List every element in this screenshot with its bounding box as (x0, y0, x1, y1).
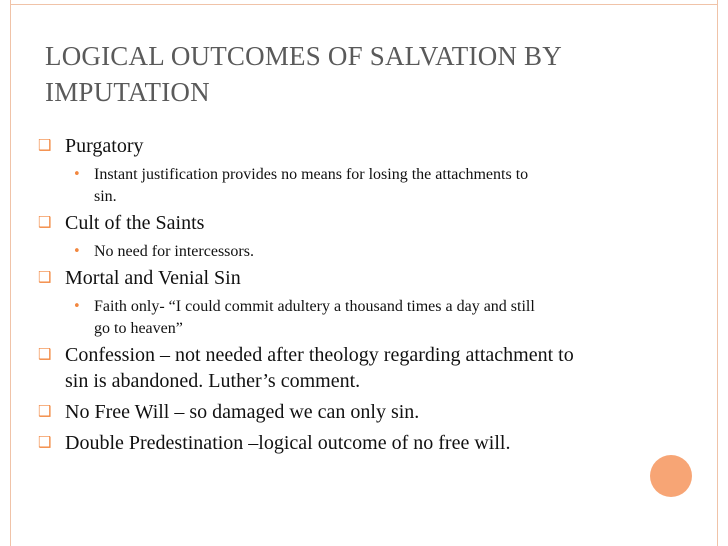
list-item-double-predestination (32, 430, 642, 456)
sub-item-line-2: sin. (94, 188, 117, 205)
square-bullet-icon: ❑ (38, 345, 52, 363)
title-line-2: IMPUTATION (45, 77, 210, 107)
list-item-no-free-will (32, 399, 642, 425)
list-item-text: No Free Will – so damaged we can only sin. (65, 401, 420, 423)
sub-item-line-1: Instant justification provides no means for losing the attachments to (94, 166, 529, 183)
dot-bullet-icon: • (73, 167, 81, 182)
dot-bullet-icon: • (73, 299, 81, 314)
sub-item (32, 296, 642, 340)
list-item-text-line-2: sin is abandoned. Luther’s comment. (65, 370, 361, 392)
square-bullet-icon: ❑ (38, 213, 52, 231)
dot-bullet-icon: • (73, 244, 81, 259)
slide-title (45, 38, 665, 110)
square-bullet-icon: ❑ (38, 402, 52, 420)
square-bullet-icon: ❑ (38, 433, 52, 451)
slide-frame-top-line (10, 4, 718, 5)
list-item-text: Double Predestination –logical outcome of no free will. (65, 432, 511, 454)
list-item-text-line-1: Confession – not needed after theology regarding attachment to (65, 344, 574, 366)
sub-item (32, 241, 642, 263)
sub-item-line-1: Faith only- “I could commit adultery a thousand times a day and still (94, 298, 535, 315)
title-line-1: LOGICAL OUTCOMES OF SALVATION BY (45, 41, 562, 71)
list-item-text: Purgatory (65, 135, 144, 157)
list-item-mortal-venial-sin (32, 265, 642, 291)
list-item-text: Mortal and Venial Sin (65, 267, 241, 289)
list-item-cult-of-saints (32, 210, 642, 236)
sub-item-line-2: go to heaven” (94, 320, 183, 337)
decorative-circle (650, 455, 692, 497)
bullet-list (32, 133, 642, 461)
list-item-confession (32, 342, 642, 394)
sub-item-line-1: No need for intercessors. (94, 243, 254, 260)
square-bullet-icon: ❑ (38, 136, 52, 154)
list-item-text: Cult of the Saints (65, 212, 205, 234)
list-item-purgatory (32, 133, 642, 159)
sub-item (32, 164, 642, 208)
square-bullet-icon: ❑ (38, 268, 52, 286)
